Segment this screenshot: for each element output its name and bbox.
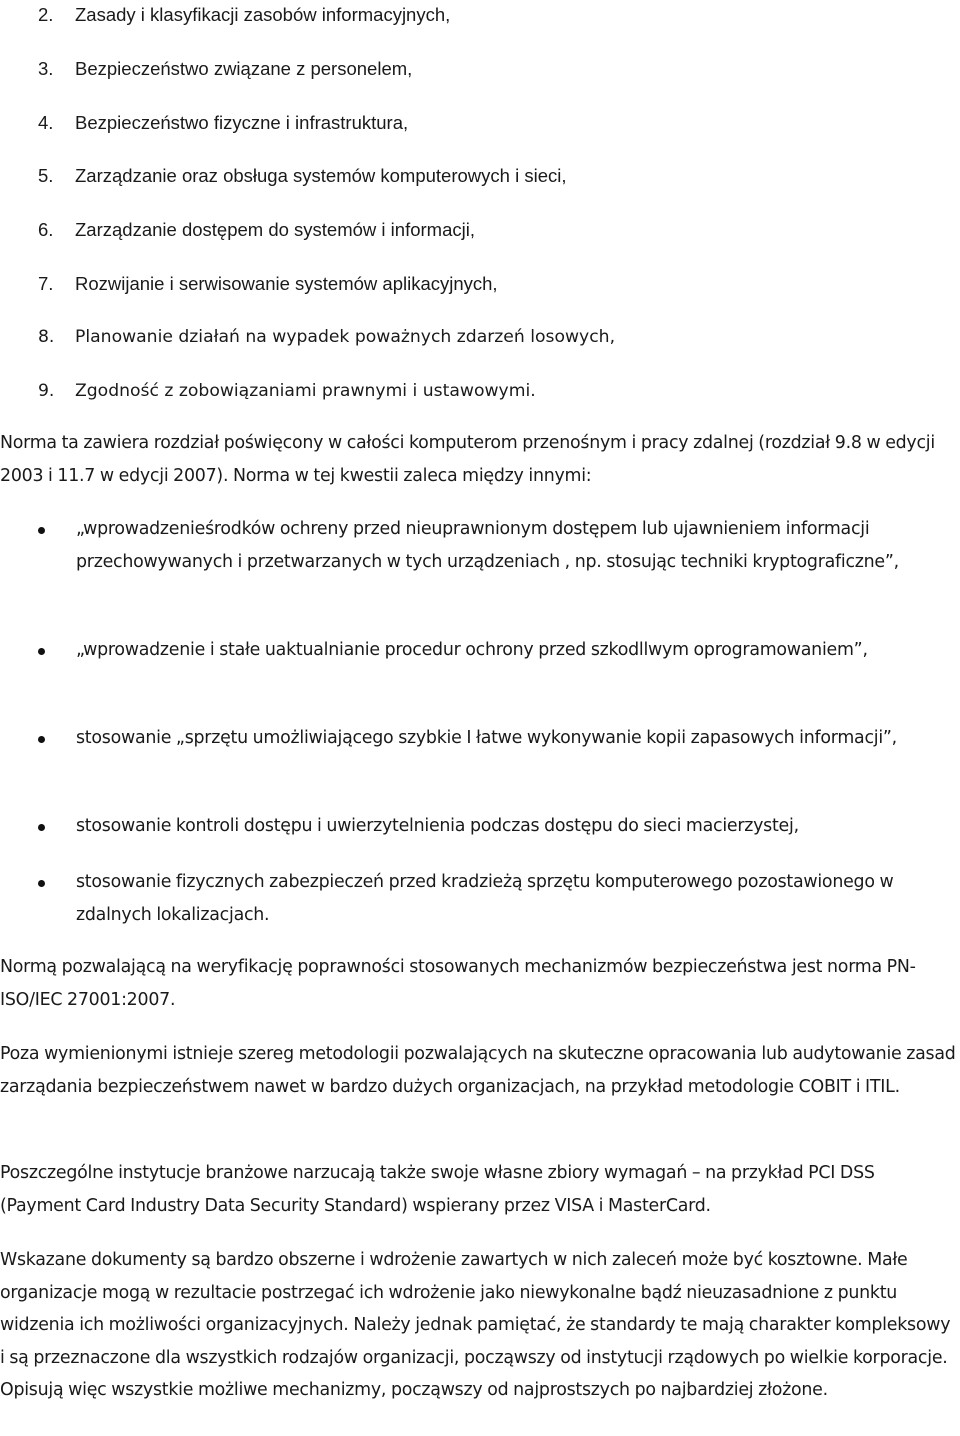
list-item <box>0 257 960 311</box>
list-item-number: 7. <box>38 272 54 294</box>
list-item <box>0 365 960 419</box>
paragraph-conclusion: Wskazane dokumenty są bardzo obszerne i wdrożenie zawartych w nich zaleceń może być kosztowne. Małe organizacje mogą w rezultacie postrzegać ich wdrożenie jako niewykonalne bądź nieuzasadnione z punktu widzenia ich możliwości organizacyjnych. Należy jednak pamiętać, że standardy te mają charakter kompleksowy i są przeznaczone dla wszystkich rodzajów organizacji, począwszy od instytucji rządowych po wielkie korporacje. Opisują więc wszystkie możliwe mechanizmy, począwszy od najprostszych po najbardziej złożone. <box>0 1250 951 1400</box>
list-item-text: Bezpieczeństwo związane z personelem, <box>75 57 413 79</box>
list-item-text: Zasady i klasyfikacji zasobów informacyjnych, <box>75 4 451 25</box>
bullet-text: stosowanie kontroli dostępu i uwierzytelnienia podczas dostępu do sieci macierzystej, <box>76 816 799 836</box>
bullet-dot-icon <box>38 648 45 655</box>
list-item-number: 8. <box>38 326 55 347</box>
bullet-text: stosowanie fizycznych zabezpieczeń przed kradzieżą sprzętu komputerowego pozostawionego w zdalnych lokalizacjach. <box>76 872 894 925</box>
intro-paragraph: Norma ta zawiera rozdział poświęcony w całości komputerom przenośnym i pracy zdalnej (rozdział 9.8 w edycji 2003 i 11.7 w edycji 2007). Norma w tej kwestii zaleca między innymi: <box>0 433 935 486</box>
list-item-number: 5. <box>38 165 54 187</box>
list-item <box>0 96 960 150</box>
list-item <box>0 203 960 257</box>
list-item-text: Rozwijanie i serwisowanie systemów aplikacyjnych, <box>75 272 498 294</box>
numbered-list <box>0 0 960 418</box>
paragraph-industry: Poszczególne instytucje branżowe narzucają także swoje własne zbiory wymagań – na przykład PCI DSS (Payment Card Industry Data Security Standard) wspierany przez VISA i MasterCard. <box>0 1163 875 1216</box>
bullet-text: „wprowadzenie i stałe uaktualnianie procedur ochrony przed szkodllwym oprogramowaniem”, <box>76 640 868 660</box>
bullet-text: „wprowadzenieśrodków ochreny przed nieuprawnionym dostępem lub ujawnieniem informacji przechowywanych i przetwarzanych w tych urządzeniach , np. stosując techniki kryptograficzne”, <box>76 519 899 572</box>
list-item <box>0 42 960 96</box>
list-item-text: Zarządzanie oraz obsługa systemów komputerowych i sieci, <box>75 165 567 187</box>
list-item-number: 6. <box>38 219 54 241</box>
list-item-text: Bezpieczeństwo fizyczne i infrastruktura, <box>75 111 409 133</box>
paragraph-norm: Normą pozwalającą na weryfikację poprawności stosowanych mechanizmów bezpieczeństwa jest norma PN-ISO/IEC 27001:2007. <box>0 957 916 1010</box>
list-item-text: Planowanie działań na wypadek poważnych zdarzeń losowych, <box>75 326 616 347</box>
list-item-text: Zgodność z zobowiązaniami prawnymi i ustawowymi. <box>75 380 536 401</box>
list-item <box>0 0 960 42</box>
bullet-dot-icon <box>38 824 45 831</box>
list-item-number: 4. <box>38 111 54 133</box>
bullet-dot-icon <box>38 880 45 887</box>
bullet-text: stosowanie „sprzętu umożliwiającego szybkie I łatwe wykonywanie kopii zapasowych informacji”, <box>76 728 897 748</box>
list-item-number: 9. <box>38 380 55 401</box>
bullet-dot-icon <box>38 527 45 534</box>
paragraph-methodologies: Poza wymienionymi istnieje szereg metodologii pozwalających na skuteczne opracowania lub audytowanie zasad zarządania bezpieczeństwem nawet w bardzo dużych organizacjach, na przykład metodologie COBIT i ITIL. <box>0 1044 956 1097</box>
list-item-number: 2. <box>38 4 54 25</box>
list-item-number: 3. <box>38 57 54 79</box>
list-item-text: Zarządzanie dostępem do systemów i informacji, <box>75 219 475 241</box>
list-item <box>0 311 960 365</box>
bullet-dot-icon <box>38 736 45 743</box>
list-item <box>0 149 960 203</box>
